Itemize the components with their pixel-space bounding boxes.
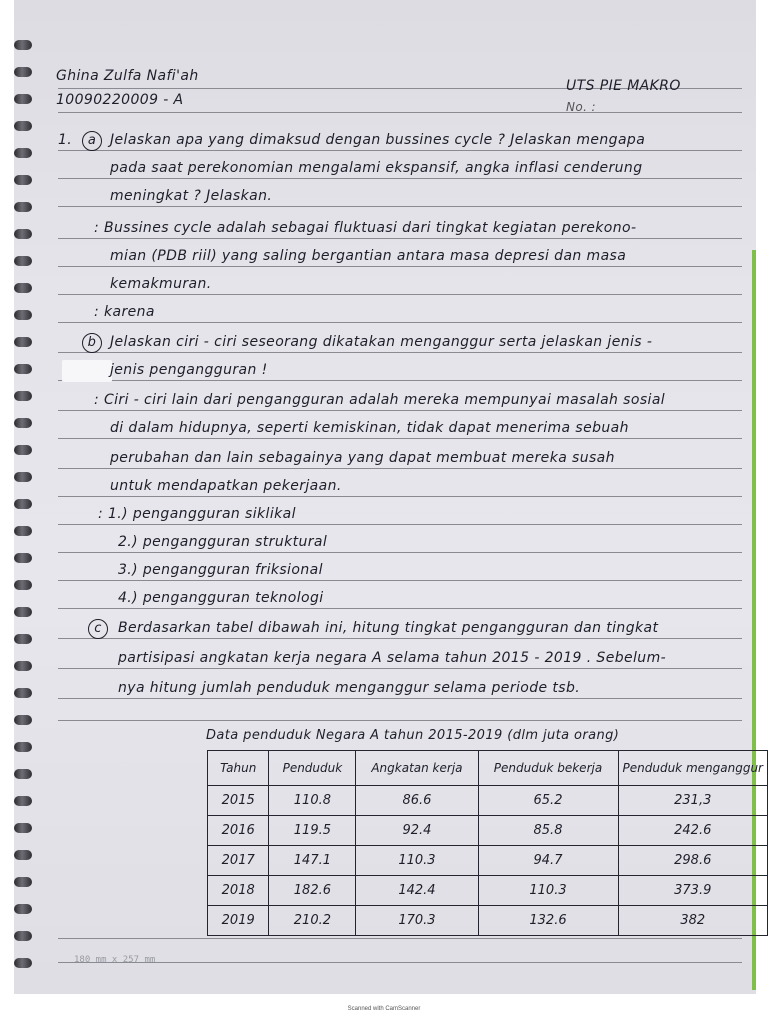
table-row bbox=[208, 876, 768, 906]
table-cell: 382 bbox=[618, 906, 768, 936]
ruled-line bbox=[58, 552, 742, 553]
table-row bbox=[208, 846, 768, 876]
scanner-watermark: Scanned with CamScanner bbox=[347, 1006, 421, 1012]
question-c-line-1: Berdasarkan tabel dibawah ini, hitung tingkat pengangguran dan tingkat bbox=[118, 620, 659, 636]
table-header-cell: Angkatan kerja bbox=[356, 751, 478, 786]
page-size-label: 180 mm x 257 mm bbox=[74, 955, 156, 965]
ruled-line bbox=[58, 238, 742, 239]
spiral-ring bbox=[14, 634, 32, 644]
student-name: Ghina Zulfa Nafi'ah bbox=[56, 68, 199, 84]
spiral-ring bbox=[14, 742, 32, 752]
table-cell: 110.8 bbox=[269, 786, 356, 816]
correction-mark bbox=[62, 360, 112, 382]
question-number: 1. bbox=[58, 132, 73, 148]
spiral-ring bbox=[14, 148, 32, 158]
ruled-line bbox=[58, 438, 742, 439]
table-cell: 170.3 bbox=[356, 906, 478, 936]
table-header-cell: Tahun bbox=[208, 751, 269, 786]
spiral-ring bbox=[14, 931, 32, 941]
table-cell: 2018 bbox=[208, 876, 269, 906]
answer-a-line-4: : karena bbox=[94, 304, 155, 320]
ruled-line bbox=[58, 720, 742, 721]
table-row bbox=[208, 786, 768, 816]
table-cell: 2017 bbox=[208, 846, 269, 876]
ruled-line bbox=[58, 698, 742, 699]
spiral-ring bbox=[14, 94, 32, 104]
table-cell: 373.9 bbox=[618, 876, 768, 906]
answer-b-line-3: perubahan dan lain sebagainya yang dapat membuat mereka susah bbox=[110, 450, 615, 466]
spiral-ring bbox=[14, 445, 32, 455]
spiral-ring bbox=[14, 283, 32, 293]
spiral-ring bbox=[14, 202, 32, 212]
table-header-cell: Penduduk bekerja bbox=[478, 751, 618, 786]
ruled-line bbox=[58, 638, 742, 639]
spiral-ring bbox=[14, 364, 32, 374]
spiral-ring bbox=[14, 904, 32, 914]
spiral-ring bbox=[14, 175, 32, 185]
spiral-ring bbox=[14, 337, 32, 347]
ruled-line bbox=[58, 112, 742, 113]
ruled-line bbox=[58, 322, 742, 323]
table-cell: 110.3 bbox=[478, 876, 618, 906]
table-cell: 147.1 bbox=[269, 846, 356, 876]
ruled-line bbox=[58, 938, 742, 939]
spiral-ring bbox=[14, 850, 32, 860]
spiral-ring bbox=[14, 526, 32, 536]
answer-b-type-3: 3.) pengangguran friksional bbox=[118, 562, 323, 578]
spiral-ring bbox=[14, 553, 32, 563]
spiral-ring bbox=[14, 121, 32, 131]
answer-a-line-2: mian (PDB riil) yang saling bergantian antara masa depresi dan masa bbox=[110, 248, 627, 264]
ruled-line bbox=[58, 496, 742, 497]
ruled-line bbox=[58, 524, 742, 525]
spiral-ring bbox=[14, 796, 32, 806]
page-number-label: No. : bbox=[566, 100, 596, 114]
table-cell: 298.6 bbox=[618, 846, 768, 876]
spiral-ring bbox=[14, 472, 32, 482]
table-header-cell: Penduduk bbox=[269, 751, 356, 786]
ruled-line bbox=[58, 668, 742, 669]
question-a-marker: a bbox=[82, 131, 106, 151]
spiral-ring bbox=[14, 958, 32, 968]
table-cell: 119.5 bbox=[269, 816, 356, 846]
spiral-ring bbox=[14, 823, 32, 833]
table-cell: 132.6 bbox=[478, 906, 618, 936]
spiral-ring bbox=[14, 877, 32, 887]
ruled-line bbox=[58, 294, 742, 295]
answer-b-type-2: 2.) pengangguran struktural bbox=[118, 534, 328, 550]
answer-b-type-4: 4.) pengangguran teknologi bbox=[118, 590, 324, 606]
question-c-line-2: partisipasi angkatan kerja negara A selama tahun 2015 - 2019 . Sebelum- bbox=[118, 650, 667, 666]
ruled-line bbox=[58, 962, 742, 963]
ruled-line bbox=[58, 206, 742, 207]
spiral-ring bbox=[14, 391, 32, 401]
table-cell: 2016 bbox=[208, 816, 269, 846]
table-header-row bbox=[208, 751, 768, 786]
ruled-line bbox=[58, 150, 742, 151]
spiral-ring bbox=[14, 310, 32, 320]
ruled-line bbox=[58, 410, 742, 411]
ruled-line bbox=[58, 266, 742, 267]
spiral-ring bbox=[14, 661, 32, 671]
table-cell: 231,3 bbox=[618, 786, 768, 816]
question-a-line-2: pada saat perekonomian mengalami ekspansif, angka inflasi cenderung bbox=[110, 160, 643, 176]
student-id: 10090220009 - A bbox=[56, 92, 184, 108]
table-cell: 2015 bbox=[208, 786, 269, 816]
table-cell: 92.4 bbox=[356, 816, 478, 846]
table-row bbox=[208, 906, 768, 936]
exam-subject: UTS PIE MAKRO bbox=[566, 78, 681, 94]
answer-b-type-1: : 1.) pengangguran siklikal bbox=[98, 506, 296, 522]
spiral-ring bbox=[14, 607, 32, 617]
spiral-ring bbox=[14, 256, 32, 266]
ruled-line bbox=[58, 352, 742, 353]
spiral-ring bbox=[14, 499, 32, 509]
table-cell: 142.4 bbox=[356, 876, 478, 906]
answer-b-line-1: : Ciri - ciri lain dari pengangguran adalah mereka mempunyai masalah sosial bbox=[94, 392, 666, 408]
table-cell: 182.6 bbox=[269, 876, 356, 906]
question-b-marker: b bbox=[82, 333, 106, 353]
table-cell: 94.7 bbox=[478, 846, 618, 876]
question-b-line-2: jenis pengangguran ! bbox=[110, 362, 268, 378]
spiral-ring bbox=[14, 229, 32, 239]
table-header-cell: Penduduk menganggur bbox=[618, 751, 768, 786]
answer-b-line-2: di dalam hidupnya, seperti kemiskinan, tidak dapat menerima sebuah bbox=[110, 420, 629, 436]
spiral-binding bbox=[14, 0, 44, 994]
table-cell: 210.2 bbox=[269, 906, 356, 936]
ruled-line bbox=[58, 178, 742, 179]
spiral-ring bbox=[14, 67, 32, 77]
table-row bbox=[208, 816, 768, 846]
question-a-line-3: meningkat ? Jelaskan. bbox=[110, 188, 273, 204]
table-title: Data penduduk Negara A tahun 2015-2019 (dlm juta orang) bbox=[206, 728, 620, 743]
spiral-ring bbox=[14, 715, 32, 725]
question-b-line-1: Jelaskan ciri - ciri seseorang dikatakan menganggur serta jelaskan jenis - bbox=[110, 334, 653, 350]
answer-a-line-3: kemakmuran. bbox=[110, 276, 212, 292]
spiral-ring bbox=[14, 40, 32, 50]
spiral-ring bbox=[14, 580, 32, 590]
answer-b-line-4: untuk mendapatkan pekerjaan. bbox=[110, 478, 342, 494]
ruled-line bbox=[58, 580, 742, 581]
table-cell: 65.2 bbox=[478, 786, 618, 816]
ruled-line bbox=[58, 380, 742, 381]
table-cell: 85.8 bbox=[478, 816, 618, 846]
table-cell: 86.6 bbox=[356, 786, 478, 816]
spiral-ring bbox=[14, 769, 32, 779]
question-c-line-3: nya hitung jumlah penduduk menganggur selama periode tsb. bbox=[118, 680, 581, 696]
spiral-ring bbox=[14, 688, 32, 698]
table-cell: 2019 bbox=[208, 906, 269, 936]
population-table bbox=[207, 750, 768, 936]
table-cell: 110.3 bbox=[356, 846, 478, 876]
answer-a-line-1: : Bussines cycle adalah sebagai fluktuasi dari tingkat kegiatan perekono- bbox=[94, 220, 637, 236]
table-cell: 242.6 bbox=[618, 816, 768, 846]
spiral-ring bbox=[14, 418, 32, 428]
ruled-line bbox=[58, 468, 742, 469]
question-a-line-1: Jelaskan apa yang dimaksud dengan bussines cycle ? Jelaskan mengapa bbox=[110, 132, 646, 148]
ruled-line bbox=[58, 608, 742, 609]
question-c-marker: c bbox=[88, 619, 112, 639]
